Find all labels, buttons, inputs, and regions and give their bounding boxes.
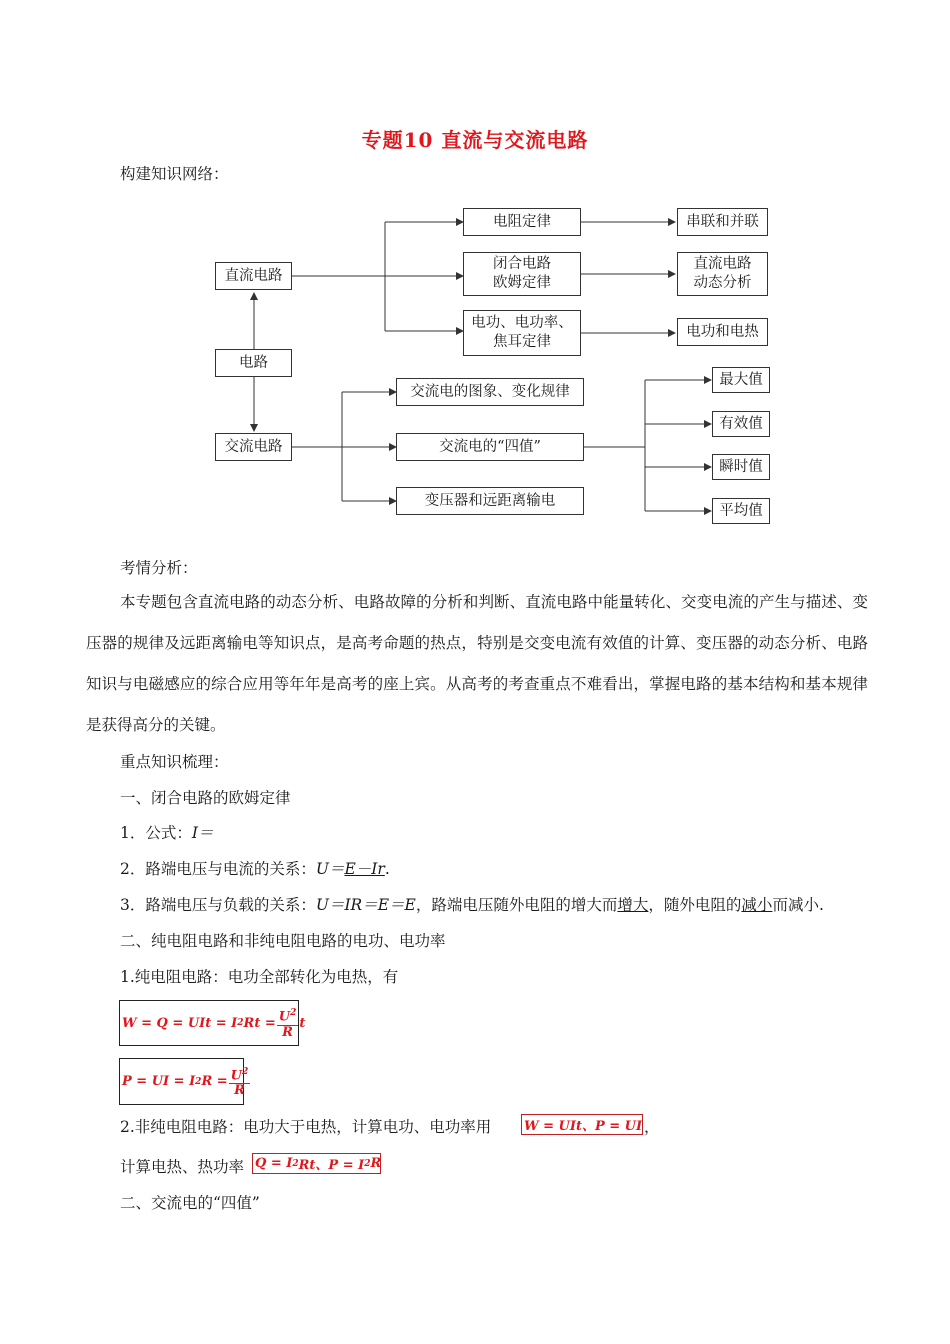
formula-power-pure-resistance: P = UI = I 2 R = $\frac{U^2}{R}$ (119, 1058, 244, 1105)
node-average-value: 平均值 (712, 498, 770, 524)
node-transformer: 变压器和远距离输电 (396, 487, 584, 515)
underlined-increase: 增大 (617, 896, 649, 914)
node-ohm-law: 闭合电路 欧姆定律 (463, 252, 581, 296)
current-formula: I＝ (191, 824, 214, 842)
node-ac-four-values: 交流电的“四值” (396, 433, 584, 461)
node-joule-law: 电功、电功率、 焦耳定律 (463, 310, 581, 356)
node-work-heat: 电功和电热 (677, 318, 768, 346)
node-dynamic-analysis: 直流电路 动态分析 (677, 252, 768, 296)
underlined-decrease: 减小 (741, 896, 773, 914)
s2-item-2-comma: ， (644, 1118, 660, 1136)
formula-nonpure-heat: Q = I 2 Rt、P = I 2 R (252, 1153, 381, 1174)
node-ac-graph: 交流电的图象、变化规律 (396, 378, 584, 406)
node-ac-circuit: 交流电路 (215, 433, 292, 461)
analysis-paragraph: 本专题包含直流电路的动态分析、电路故障的分析和判断、直流电路中能量转化、交变电流的产生与描述、变压器的规律及远距离输电等知识点，是高考命题的热点，特别是交变电流有效值的计算、变压器的动态分析、电路知识与电磁感应的综合应用等年年是高考的座上宾。从高考的考查重点不难看出，掌握电路的基本结构和基本规律是获得高分的关键。 (86, 593, 868, 734)
s2-item-2: 2.非纯电阻电路：电功大于电热，计算电功、电功率用 (120, 1118, 492, 1136)
s1-item-1: 1．公式：I＝ (120, 824, 214, 842)
page-title: 专题10 直流与交流电路 (361, 128, 589, 152)
analysis-label: 考情分析： (120, 559, 198, 577)
node-circuit: 电路 (215, 349, 292, 377)
node-instant-value: 瞬时值 (712, 454, 770, 480)
section-1-heading: 一、闭合电路的欧姆定律 (120, 789, 291, 807)
section-2-heading: 二、纯电阻电路和非纯电阻电路的电功、电功率 (120, 932, 446, 950)
underlined-e-minus-ir: E－Ir (344, 860, 385, 878)
formula-work-pure-resistance: W = Q = UIt = I 2 Rt = $\frac{U^2}{R}$ t (119, 1000, 299, 1046)
s2-item-1: 1.纯电阻电路：电功全部转化为电热，有 (120, 968, 399, 986)
s1-item-2: 2．路端电压与电流的关系：U＝E－Ir. (120, 860, 390, 878)
s2-item-3: 计算电热、热功率 (120, 1158, 245, 1176)
node-dc-circuit: 直流电路 (215, 262, 292, 290)
key-points-label: 重点知识梳理： (120, 753, 229, 771)
node-effective-value: 有效值 (712, 411, 770, 437)
s1-item-3: 3．路端电压与负载的关系：U＝IR＝E＝E，路端电压随外电阻的增大而增大，随外电阻的减小而减小. (120, 896, 824, 914)
formula-nonpure-work: W = UIt、P = UI (521, 1114, 643, 1135)
node-max-value: 最大值 (712, 367, 770, 393)
node-resistance-law: 电阻定律 (463, 208, 581, 236)
node-series-parallel: 串联和并联 (677, 208, 768, 236)
intro-label: 构建知识网络： (120, 165, 229, 183)
section-3-heading: 二、交流电的“四值” (120, 1194, 260, 1212)
